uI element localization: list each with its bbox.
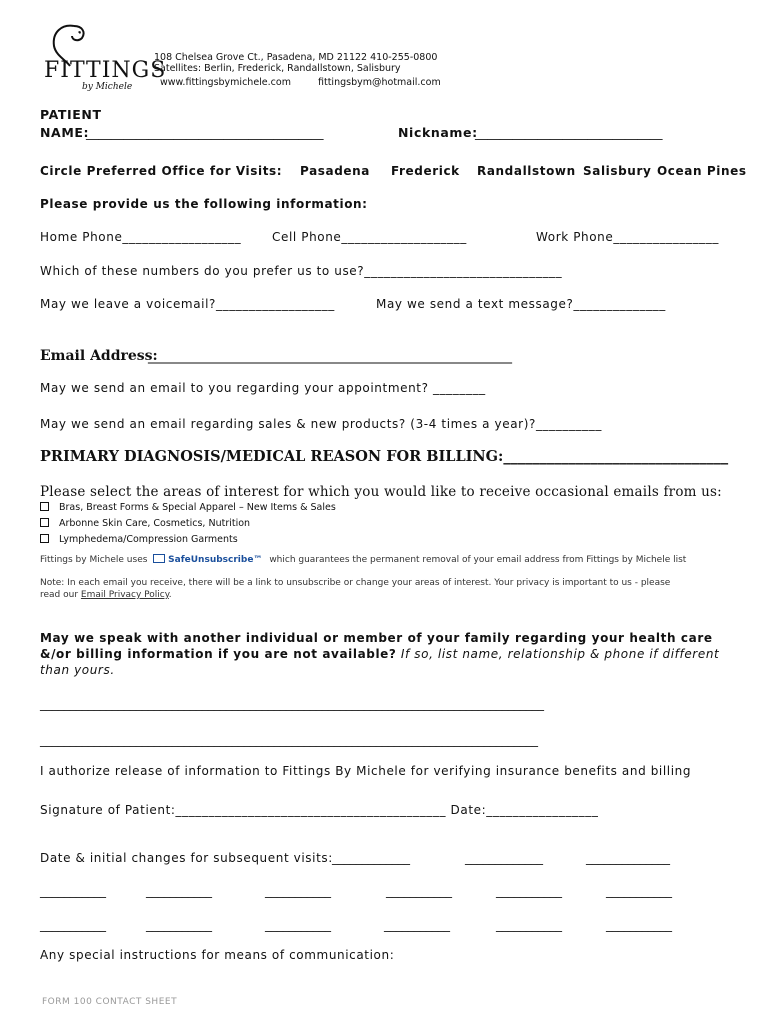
header-address: 108 Chelsea Grove Ct., Pasadena, MD 21122 410-255-0800 [154, 52, 438, 63]
subsequent-visit-blank[interactable]: ______________ [586, 851, 670, 865]
family-question-line3: than yours. [40, 663, 115, 677]
safeunsubscribe-line: Fittings by Michele uses SafeUnsubscribe™ which guarantees the permanent removal of your email address from Fittings by Michele list [40, 555, 687, 565]
voicemail-field[interactable]: May we leave a voicemail?__________________ [40, 297, 335, 311]
diagnosis-field[interactable]: PRIMARY DIAGNOSIS/MEDICAL REASON FOR BILLING:_______________________________ [40, 448, 729, 465]
subsequent-visit-blank[interactable]: ___________ [384, 918, 450, 932]
patient-name-label: NAME: [40, 125, 90, 140]
privacy-note-line1: Note: In each email you receive, there will be a link to unsubscribe or change your areas of interest. Your privacy is important to us - please [40, 578, 671, 588]
office-option-frederick[interactable]: Frederick [391, 164, 460, 178]
subsequent-visit-blank[interactable]: ___________ [496, 918, 562, 932]
office-option-randallstown[interactable]: Randallstown [477, 164, 576, 178]
interest-item[interactable]: Lymphedema/Compression Garments [40, 534, 238, 545]
subsequent-visit-blank[interactable]: ___________ [386, 884, 452, 898]
contact-blank-line[interactable]: ____________________________________________________________________________________ [40, 697, 544, 711]
interest-item[interactable]: Arbonne Skin Care, Cosmetics, Nutrition [40, 518, 250, 529]
privacy-note-line2: read our Email Privacy Policy. [40, 590, 172, 600]
subsequent-visit-blank[interactable]: ___________ [146, 918, 212, 932]
subsequent-visit-blank[interactable]: ___________ [265, 918, 331, 932]
patient-label: PATIENT [40, 107, 102, 122]
nickname-field[interactable]: ______________________________ [475, 125, 663, 140]
special-instructions-label: Any special instructions for means of communication: [40, 948, 395, 962]
header-email[interactable]: fittingsbym@hotmail.com [318, 77, 441, 88]
checkbox-icon[interactable] [40, 534, 49, 543]
contact-blank-line[interactable]: ___________________________________________________________________________________ [40, 733, 538, 747]
logo-wordmark: FITTINGS [44, 58, 167, 83]
subsequent-visit-blank[interactable]: ___________ [40, 884, 106, 898]
cell-phone-field[interactable]: Cell Phone___________________ [272, 230, 467, 244]
checkbox-icon[interactable] [40, 518, 49, 527]
subsequent-visit-blank[interactable]: _____________ [465, 851, 543, 865]
envelope-icon [153, 554, 165, 563]
text-message-field[interactable]: May we send a text message?______________ [376, 297, 666, 311]
office-option-salisbury[interactable]: Salisbury [583, 164, 652, 178]
family-question-line1: May we speak with another individual or member of your family regarding your health care [40, 631, 713, 645]
email-sales-field[interactable]: May we send an email regarding sales & new products? (3-4 times a year)?__________ [40, 417, 602, 431]
interests-intro: Please select the areas of interest for which you would like to receive occasional emails from us: [40, 484, 722, 500]
email-address-field[interactable]: ____________________________________________________ [148, 348, 512, 364]
subsequent-visit-blank[interactable]: ___________ [496, 884, 562, 898]
preferred-number-field[interactable]: Which of these numbers do you prefer us to use?______________________________ [40, 264, 563, 278]
logo [40, 20, 167, 100]
header-satellites: Satellites: Berlin, Frederick, Randallstown, Salisbury [154, 63, 401, 74]
subsequent-visit-blank[interactable]: ___________ [265, 884, 331, 898]
work-phone-field[interactable]: Work Phone________________ [536, 230, 719, 244]
nickname-label: Nickname: [398, 125, 478, 140]
signature-date-field[interactable]: Signature of Patient:_________________________________________ Date:_________________ [40, 803, 599, 817]
office-label: Circle Preferred Office for Visits: [40, 164, 283, 178]
email-address-label: Email Address: [40, 348, 158, 364]
subsequent-visit-blank[interactable]: ___________ [146, 884, 212, 898]
interest-item[interactable]: Bras, Breast Forms & Special Apparel – New Items & Sales [40, 502, 336, 513]
office-option-pasadena[interactable]: Pasadena [300, 164, 370, 178]
authorize-statement: I authorize release of information to Fittings By Michele for verifying insurance benefits and billing [40, 764, 692, 778]
subsequent-visit-blank[interactable]: ___________ [40, 918, 106, 932]
subsequent-visit-blank[interactable]: _____________ [332, 851, 410, 865]
checkbox-icon[interactable] [40, 502, 49, 511]
patient-name-field[interactable]: ______________________________________ [86, 125, 324, 140]
home-phone-field[interactable]: Home Phone__________________ [40, 230, 242, 244]
form-footer: FORM 100 CONTACT SHEET [42, 997, 178, 1007]
email-privacy-policy-link[interactable]: Email Privacy Policy [80, 590, 169, 600]
email-appointment-field[interactable]: May we send an email to you regarding your appointment? ________ [40, 381, 486, 395]
logo-subtitle: by Michele [82, 82, 133, 92]
subsequent-visit-blank[interactable]: ___________ [606, 918, 672, 932]
office-option-ocean-pines[interactable]: Ocean Pines [657, 164, 747, 178]
subsequent-visits-label: Date & initial changes for subsequent visits: [40, 851, 333, 865]
header-website[interactable]: www.fittingsbymichele.com [160, 77, 291, 88]
info-heading: Please provide us the following information: [40, 197, 368, 211]
subsequent-visit-blank[interactable]: ___________ [606, 884, 672, 898]
family-question-line2: &/or billing information if you are not available? If so, list name, relationship & phone if different [40, 647, 720, 661]
safeunsubscribe-brand: SafeUnsubscribe™ [168, 555, 263, 565]
